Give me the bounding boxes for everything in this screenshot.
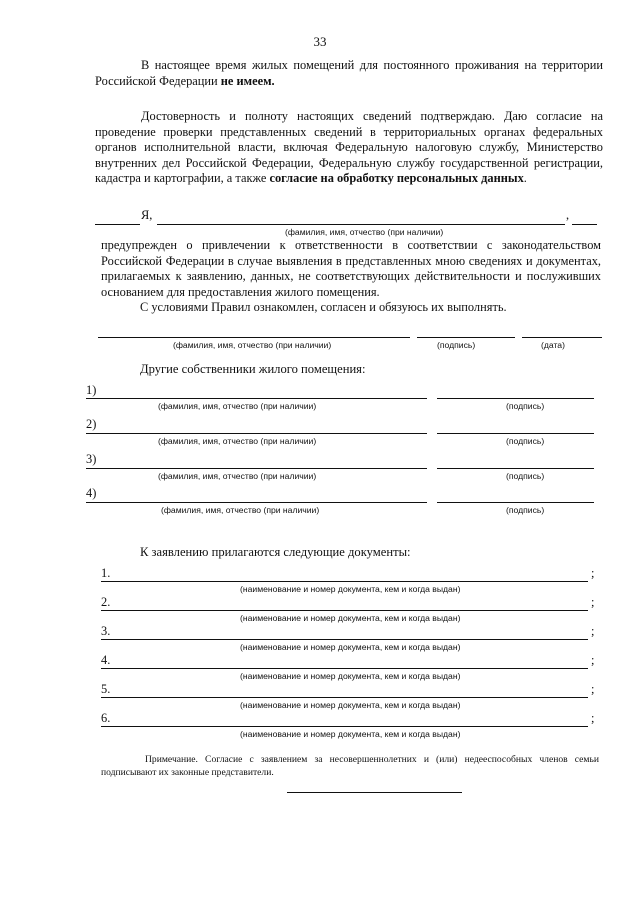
document-terminator: ; [591, 682, 595, 696]
consent-end: . [523, 171, 527, 185]
document-terminator: ; [591, 624, 595, 638]
document-line[interactable] [101, 581, 588, 582]
document-number: 6. [101, 711, 111, 725]
owner-signature-caption: (подпись) [506, 401, 545, 411]
owner-number: 4) [86, 486, 97, 500]
document-line[interactable] [101, 726, 588, 727]
declarant-caption: (фамилия, имя, отчество (при наличии) [285, 227, 444, 237]
declarant-comma: , [566, 208, 570, 222]
note: Примечание. Согласие с заявлением за несовершеннолетних и (или) недееспособных членов семьи подписывают их законные представители. [101, 754, 599, 778]
owner-signature-line[interactable] [437, 433, 594, 434]
owner-name-caption: (фамилия, имя, отчество (при наличии) [161, 505, 320, 515]
separator-line [287, 792, 462, 793]
document-caption: (наименование и номер документа, кем и когда выдан) [240, 700, 461, 710]
consent-bold: согласие на обработку персональных данных [269, 171, 524, 185]
housing-statement [95, 58, 603, 89]
owner-name-caption: (фамилия, имя, отчество (при наличии) [158, 401, 317, 411]
consent-text: Достоверность и полноту настоящих сведений подтверждаю. Даю согласие на проведение проверки представленных сведений в территориальных органах федеральных органов исполнительной власти, включая Федеральную налоговую службу, Министерство внутренних дел Российской Федерации, Федеральную службу государственной регистрации, кадастра и картографии, а также [95, 109, 603, 185]
owner-name-line[interactable] [86, 398, 427, 399]
document-number: 5. [101, 682, 111, 696]
rules-statement: С условиями Правил ознакомлен, согласен и обязуюсь их выполнять. [140, 300, 507, 314]
owner-signature-line[interactable] [437, 468, 594, 469]
owner-number: 1) [86, 383, 97, 397]
document-caption: (наименование и номер документа, кем и когда выдан) [240, 671, 461, 681]
signature-line[interactable] [417, 337, 515, 338]
document-number: 1. [101, 566, 111, 580]
owner-name-line[interactable] [86, 502, 427, 503]
document-terminator: ; [591, 595, 595, 609]
declarant-line-left[interactable] [95, 224, 140, 225]
owner-signature-caption: (подпись) [506, 471, 545, 481]
date-line[interactable] [522, 337, 602, 338]
declarant-name-line[interactable] [157, 224, 565, 225]
page-number: 33 [313, 34, 327, 49]
signature-name-line[interactable] [98, 337, 410, 338]
declarant-prefix: Я, [141, 208, 153, 222]
document-terminator: ; [591, 566, 595, 580]
owner-signature-caption: (подпись) [506, 436, 545, 446]
other-owners-heading: Другие собственники жилого помещения: [140, 362, 366, 376]
document-caption: (наименование и номер документа, кем и когда выдан) [240, 729, 461, 739]
document-line[interactable] [101, 639, 588, 640]
document-number: 4. [101, 653, 111, 667]
document-number: 3. [101, 624, 111, 638]
owner-name-caption: (фамилия, имя, отчество (при наличии) [158, 471, 317, 481]
owner-number: 3) [86, 452, 97, 466]
owner-number: 2) [86, 417, 97, 431]
document-line[interactable] [101, 610, 588, 611]
consent-paragraph [95, 109, 603, 187]
date-caption: (дата) [541, 340, 565, 350]
declarant-line-right [572, 224, 597, 225]
signature-name-caption: (фамилия, имя, отчество (при наличии) [173, 340, 332, 350]
document-line[interactable] [101, 668, 588, 669]
document-line[interactable] [101, 697, 588, 698]
housing-statement-bold: не имеем. [220, 73, 275, 88]
owner-name-line[interactable] [86, 433, 427, 434]
signature-caption: (подпись) [437, 340, 476, 350]
owner-name-line[interactable] [86, 468, 427, 469]
owner-signature-line[interactable] [437, 398, 594, 399]
document-terminator: ; [591, 711, 595, 725]
owner-name-caption: (фамилия, имя, отчество (при наличии) [158, 436, 317, 446]
document-terminator: ; [591, 653, 595, 667]
document-caption: (наименование и номер документа, кем и когда выдан) [240, 642, 461, 652]
documents-heading: К заявлению прилагаются следующие документы: [140, 545, 411, 559]
document-caption: (наименование и номер документа, кем и когда выдан) [240, 613, 461, 623]
housing-statement-text: В настоящее время жилых помещений для постоянного проживания на территории Российской Федерации [95, 58, 603, 88]
owner-signature-caption: (подпись) [506, 505, 545, 515]
document-number: 2. [101, 595, 111, 609]
document-caption: (наименование и номер документа, кем и когда выдан) [240, 584, 461, 594]
warning-paragraph: предупрежден о привлечении к ответственности в соответствии с законодательством Российской Федерации в случае выявления в представленных мною сведениях и документах, прилагаемых к заявлению, данных, не соответствующих действительности и послуживших основанием для предоставления жилого помещения. [101, 238, 601, 299]
owner-signature-line[interactable] [437, 502, 594, 503]
